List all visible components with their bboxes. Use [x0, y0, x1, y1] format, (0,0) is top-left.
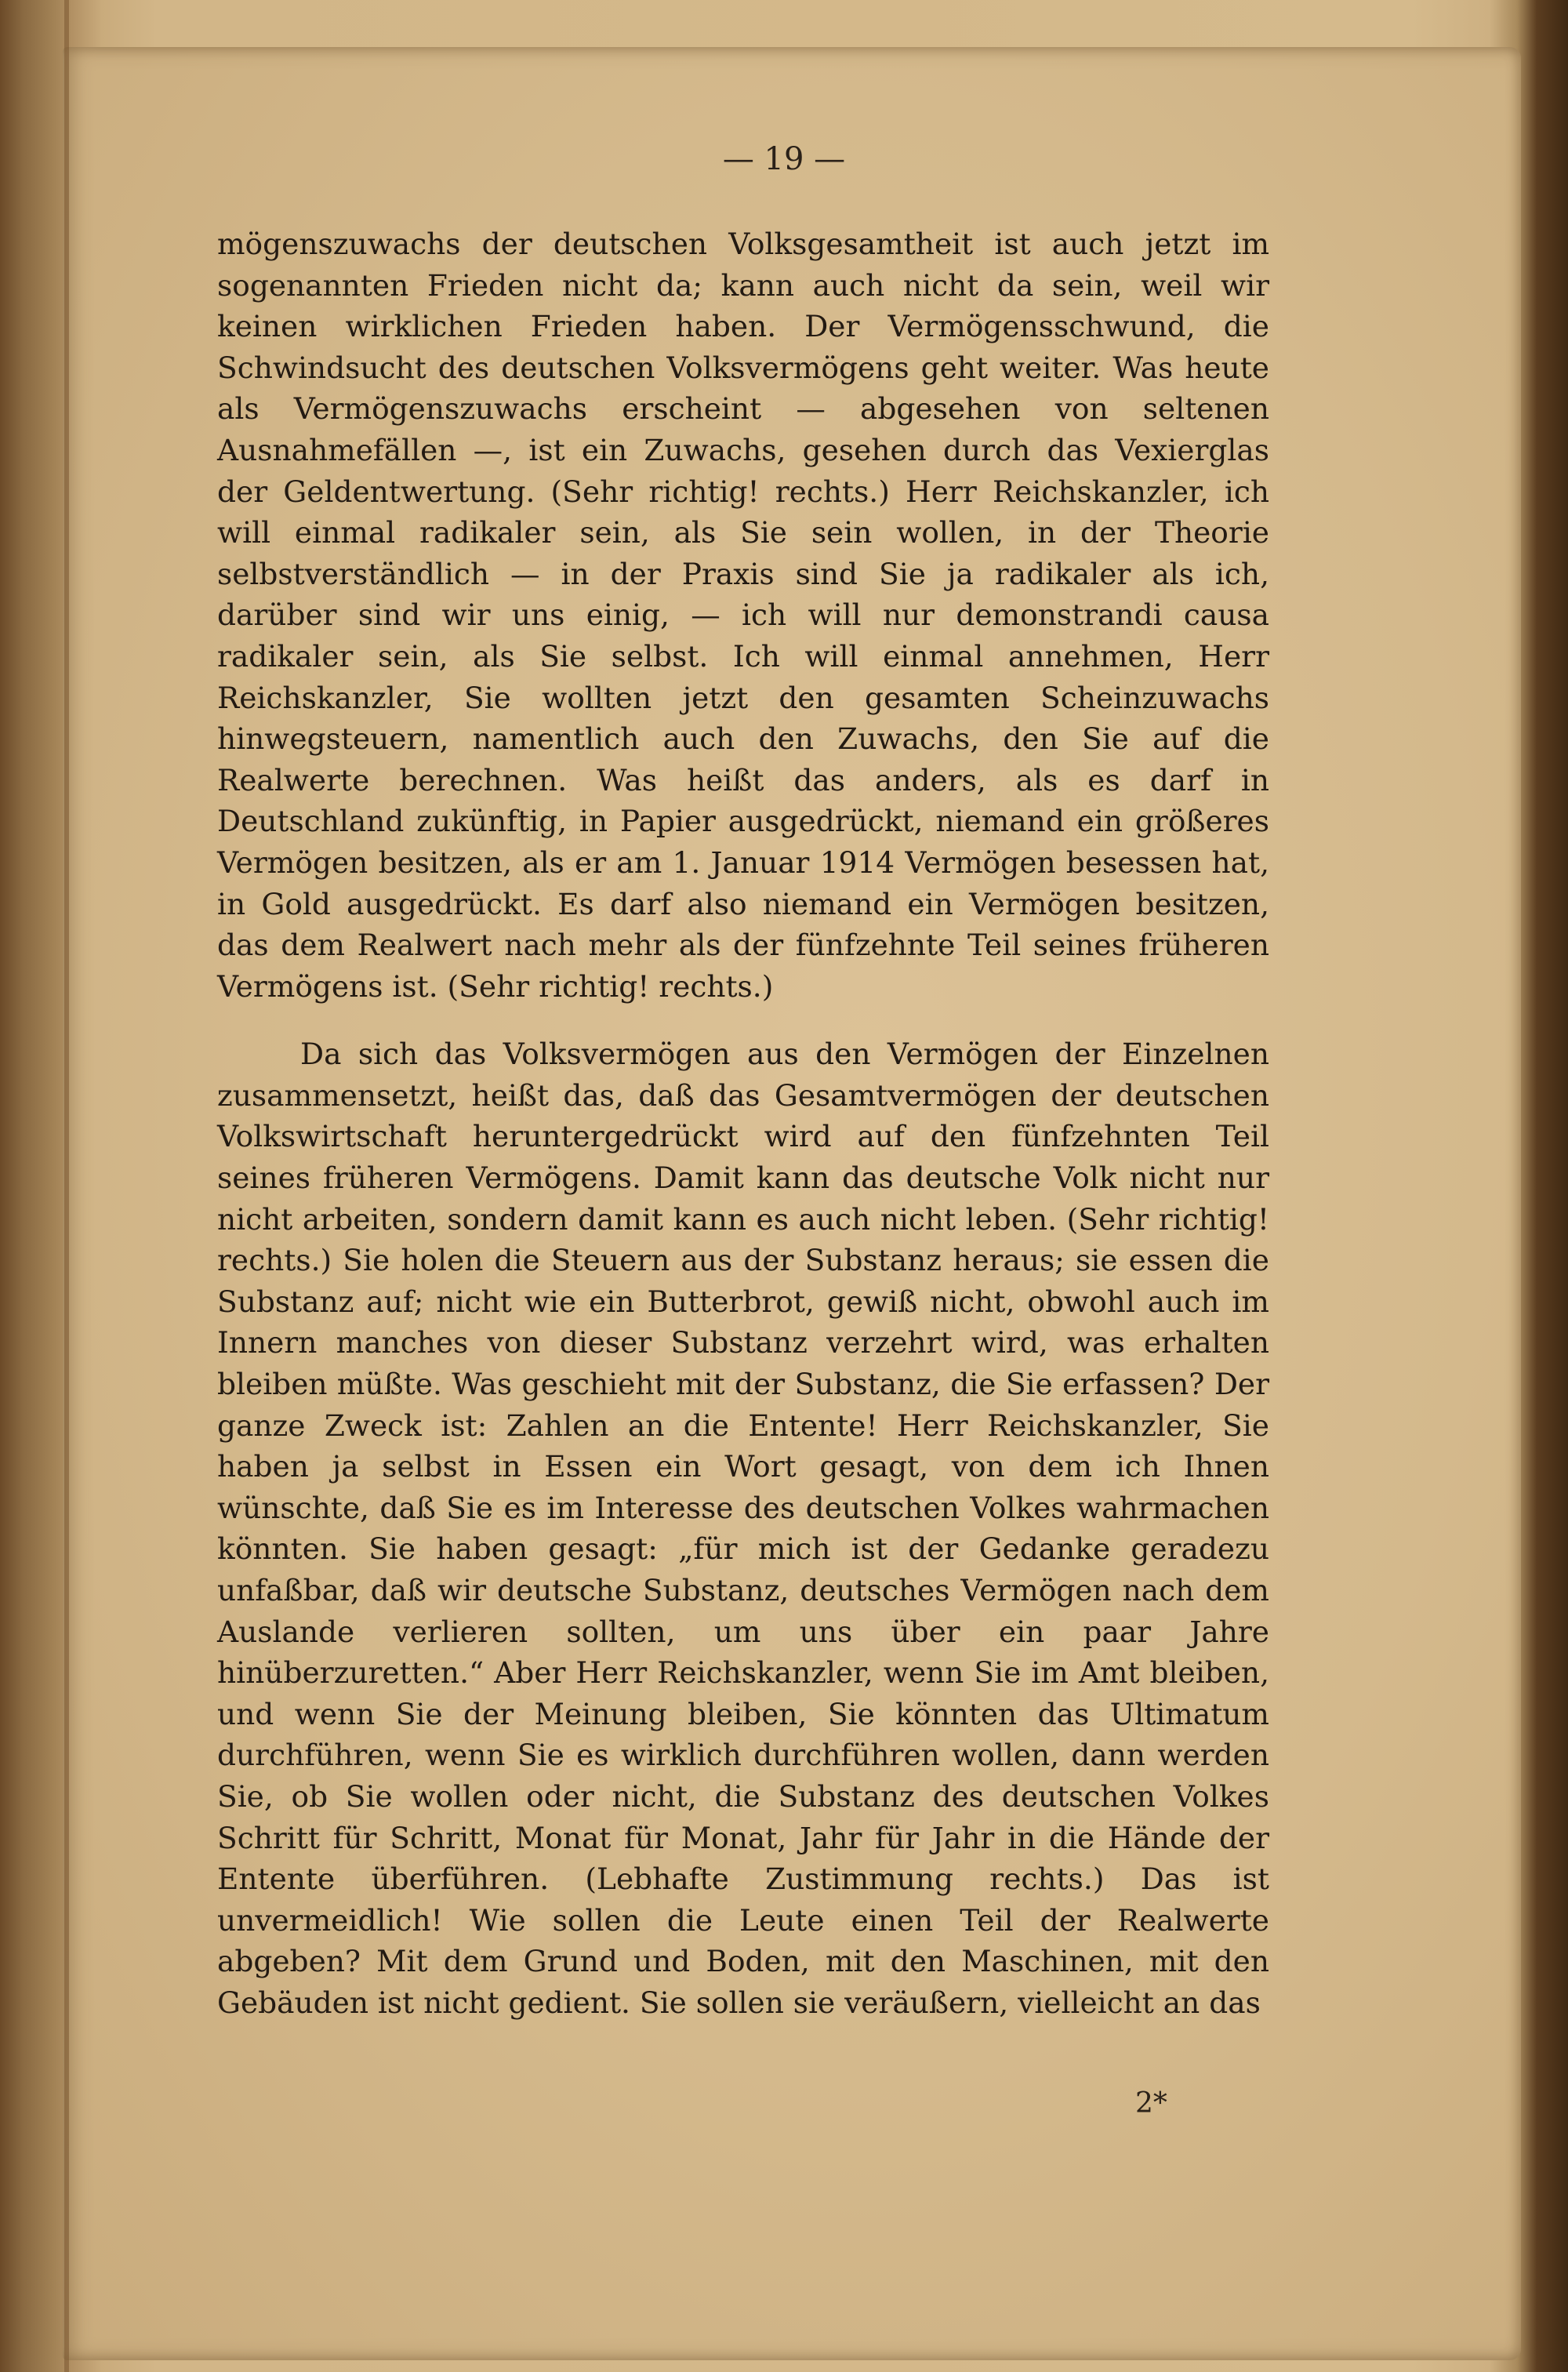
paragraph-2: Da sich das Volksvermögen aus den Vermögen der Einzelnen zusammensetzt, heißt das, daß das Gesamtvermögen der deutschen Volkswirtschaft heruntergedrückt wird auf den fünfzehnten Teil seines früheren Vermögens. Damit kann das deutsche Volk nicht nur nicht arbeiten, sondern damit kann es auch nicht leben. (Sehr richtig! rechts.) Sie holen die Steuern aus der Substanz heraus; sie essen die Substanz auf; nicht wie ein Butterbrot, gewiß nicht, obwohl auch im Innern manches von dieser Substanz verzehrt wird, was erhalten bleiben müßte. Was geschieht mit der Substanz, die Sie erfassen? Der ganze Zweck ist: Zahlen an die Entente! Herr Reichskanzler, Sie haben ja selbst in Essen ein Wort gesagt, von dem ich Ihnen wünschte, daß Sie es im Interesse des deutschen Volkes wahrmachen könnten. Sie haben gesagt: „für mich ist der Gedanke geradezu unfaßbar, daß wir deutsche Substanz, deutsches Vermögen nach dem Auslande verlieren sollten, um uns über ein paar Jahre hinüberzuretten.“ Aber Herr Reichskanzler, wenn Sie im Amt bleiben, und wenn Sie der Meinung bleiben, Sie könnten das Ultimatum durchführen, wenn Sie es wirklich durchführen wollen, dann werden Sie, ob Sie wollen oder nicht, die Substanz des deutschen Volkes Schritt für Schritt, Monat für Monat, Jahr für Jahr in die Hände der Entente überführen. (Lebhafte Zustimmung rechts.) Das ist unvermeidlich! Wie sollen die Leute einen Teil der Realwerte abgeben? Mit dem Grund und Boden, mit den Maschinen, mit den Gebäuden ist nicht gedient. Sie sollen sie veräußern, vielleicht an das	[217, 1037, 1269, 2020]
book-spine-edge	[64, 0, 69, 2372]
page-number: — 19 —	[722, 141, 846, 177]
signature-mark: 2*	[1135, 2087, 1167, 2120]
paragraph-1: mögenszuwachs der deutschen Volksgesamtheit ist auch jetzt im sogenannten Frieden nicht da; kann auch nicht da sein, weil wir keinen wirklichen Frieden haben. Der Vermögensschwund, die Schwindsucht des deutschen Volksvermögens geht weiter. Was heute als Vermögenszuwachs erscheint — abgesehen von seltenen Ausnahmefällen —, ist ein Zuwachs, gesehen durch das Vexierglas der Geldentwertung. (Sehr richtig! rechts.) Herr Reichskanzler, ich will einmal radikaler sein, als Sie sein wollen, in der Theorie selbstverständlich — in der Praxis sind Sie ja radikaler als ich, darüber sind wir uns einig, — ich will nur demonstrandi causa radikaler sein, als Sie selbst. Ich will einmal annehmen, Herr Reichskanzler, Sie wollten jetzt den gesamten Scheinzuwachs hinwegsteuern, namentlich auch den Zuwachs, den Sie auf die Realwerte berechnen. Was heißt das anders, als es darf in Deutschland zukünftig, in Papier ausgedrückt, niemand ein größeres Vermögen besitzen, als er am 1. Januar 1914 Vermögen besessen hat, in Gold ausgedrückt. Es darf also niemand ein Vermögen besitzen, das dem Realwert nach mehr als der fünfzehnte Teil seines früheren Vermögens ist. (Sehr richtig! rechts.)	[217, 227, 1269, 1004]
page-body-text	[217, 223, 1269, 2024]
